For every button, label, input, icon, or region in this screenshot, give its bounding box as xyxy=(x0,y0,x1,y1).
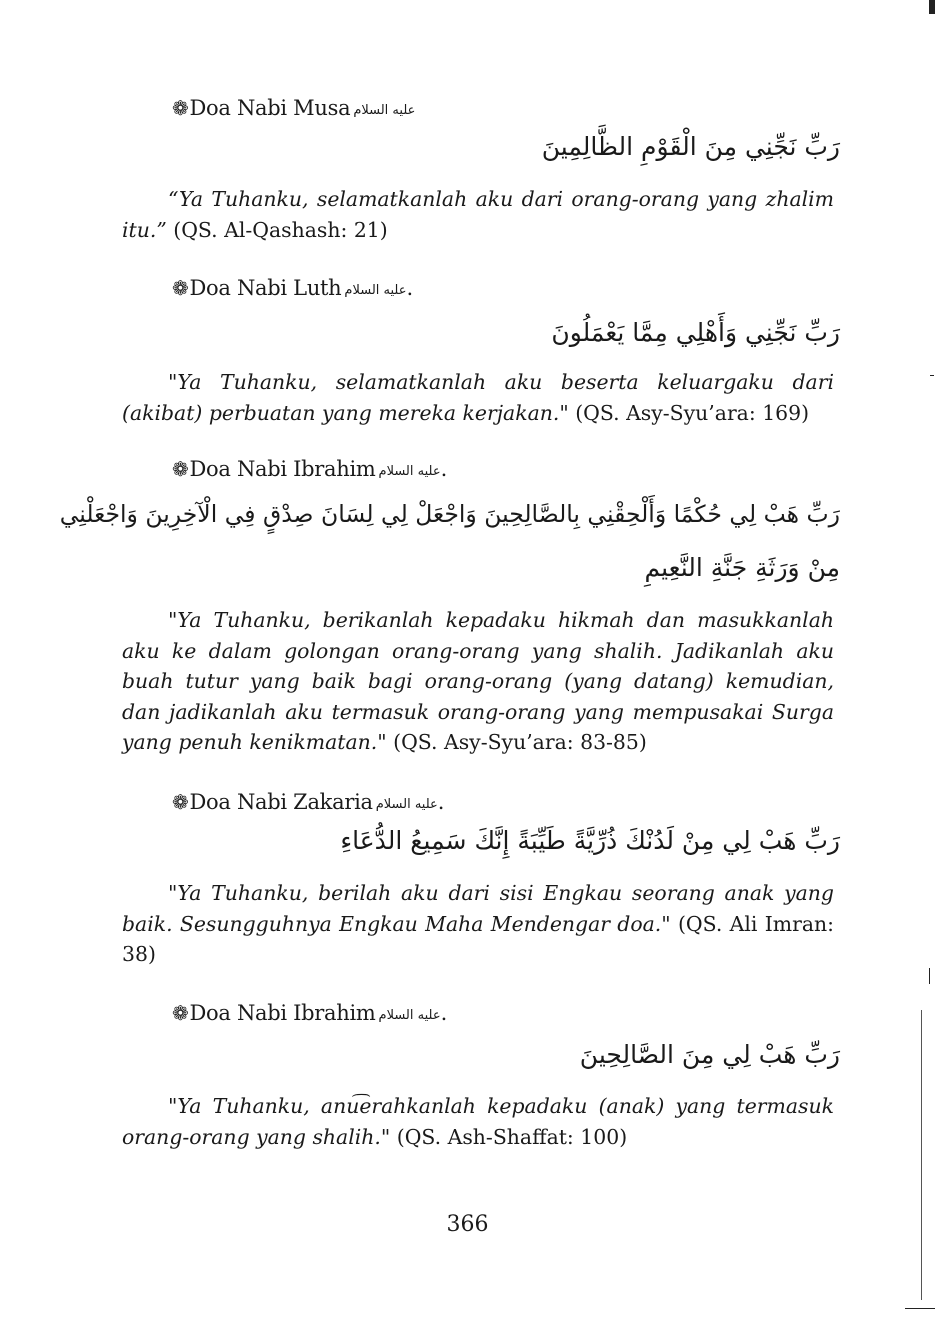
heading-text: Doa Nabi Musa xyxy=(189,96,351,120)
honorific-alaihissalam: عليه السلام xyxy=(375,797,438,812)
flower-ornament-icon: ❁ xyxy=(172,457,189,481)
scan-edge-mark xyxy=(929,968,930,984)
quran-reference: (QS. Ali Imran: 38) xyxy=(122,911,834,966)
honorific-alaihissalam: عليه السلام xyxy=(378,464,441,479)
arabic-verse-ibrahim-line-2: مِنْ وَرَثَةِ جَنَّةِ النَّعِيمِ xyxy=(644,553,840,582)
section-heading-ibrahim-2: ❁Doa Nabi Ibrahim عليه السلام. xyxy=(172,1001,448,1025)
heading-text: Doa Nabi Luth xyxy=(189,276,342,300)
arabic-verse-ibrahim-line-1: رَبِّ هَبْ لِي حُكْمًا وَأَلْحِقْنِي بِالصَّالِحِينَ وَاجْعَلْ لِي لِسَانَ صِدْقٍ فِي الْآخِرِينَ وَاجْعَلْنِي xyxy=(59,500,840,528)
flower-ornament-icon: ❁ xyxy=(172,96,189,120)
arabic-verse-ibrahim-2: رَبِّ هَبْ لِي مِنَ الصَّالِحِينَ xyxy=(579,1040,840,1069)
honorific-alaihissalam: عليه السلام xyxy=(353,103,416,118)
section-heading-zakaria: ❁Doa Nabi Zakaria عليه السلام. xyxy=(172,790,445,814)
translation-ibrahim-2 xyxy=(122,1091,834,1152)
translation-ibrahim xyxy=(122,605,834,758)
translation-musa xyxy=(122,184,834,245)
translation-text: "Ya Tuhanku, berikanlah kepadaku hikmah dan masukkanlah aku ke dalam golongan orang-orang yang shalih. Jadikanlah aku buah tutur yang baik bagi orang-orang (yang datang) kemudian, dan jadikanlah aku termasuk orang-orang yang mempusakai Surga yang penuh kenikmatan." xyxy=(122,608,834,754)
translation-text: "Ya Tuhanku, berilah aku dari sisi Engkau seorang anak yang baik. Sesungguhnya Engkau Maha Mendengar doa." xyxy=(122,881,834,936)
section-heading-luth: ❁Doa Nabi Luth عليه السلام. xyxy=(172,276,414,300)
arabic-verse-musa: رَبِّ نَجِّنِي مِنَ الْقَوْمِ الظَّالِمِينَ xyxy=(541,132,840,161)
section-heading-musa xyxy=(172,96,415,120)
scan-edge-line xyxy=(921,1010,922,1300)
translation-text: “Ya Tuhanku, selamatkanlah aku dari orang-orang yang zhalim itu.” xyxy=(122,187,834,242)
quran-reference: (QS. Ash-Shaffat: 100) xyxy=(396,1124,628,1149)
scan-edge-mark xyxy=(929,0,935,14)
flower-ornament-icon: ❁ xyxy=(172,276,189,300)
section-heading-ibrahim: ❁Doa Nabi Ibrahim عليه السلام. xyxy=(172,457,448,481)
translation-luth xyxy=(122,367,834,428)
quran-reference: (QS. Asy-Syu’ara: 83-85) xyxy=(393,730,647,754)
scan-edge-mark xyxy=(930,375,934,376)
heading-text: Doa Nabi Ibrahim xyxy=(189,457,376,481)
scan-edge-line xyxy=(905,1308,935,1309)
translation-zakaria xyxy=(122,878,834,970)
quran-reference: (QS. Al-Qashash: 21) xyxy=(173,217,388,242)
heading-text: Doa Nabi Ibrahim xyxy=(189,1001,376,1025)
honorific-alaihissalam: عليه السلام xyxy=(378,1008,441,1023)
translation-text: "Ya Tuhanku, selamatkanlah aku beserta keluargaku dari (akibat) perbuatan yang mereka kerjakan." xyxy=(122,370,834,425)
arabic-verse-zakaria: رَبِّ هَبْ لِي مِنْ لَدُنْكَ ذُرِّيَّةً طَيِّبَةً إِنَّكَ سَمِيعُ الدُّعَاءِ xyxy=(340,826,840,855)
honorific-alaihissalam: عليه السلام xyxy=(344,283,407,298)
translation-text: "Ya Tuhanku, anu͡erahkanlah kepadaku (anak) yang termasuk orang-orang yang shalih." xyxy=(122,1094,834,1149)
arabic-verse-luth: رَبِّ نَجِّنِي وَأَهْلِي مِمَّا يَعْمَلُونَ xyxy=(551,318,840,347)
quran-reference: (QS. Asy-Syu’ara: 169) xyxy=(575,400,810,425)
heading-text: Doa Nabi Zakaria xyxy=(189,790,373,814)
flower-ornament-icon: ❁ xyxy=(172,1001,189,1025)
page-number: 366 xyxy=(446,1212,489,1237)
flower-ornament-icon: ❁ xyxy=(172,790,189,814)
